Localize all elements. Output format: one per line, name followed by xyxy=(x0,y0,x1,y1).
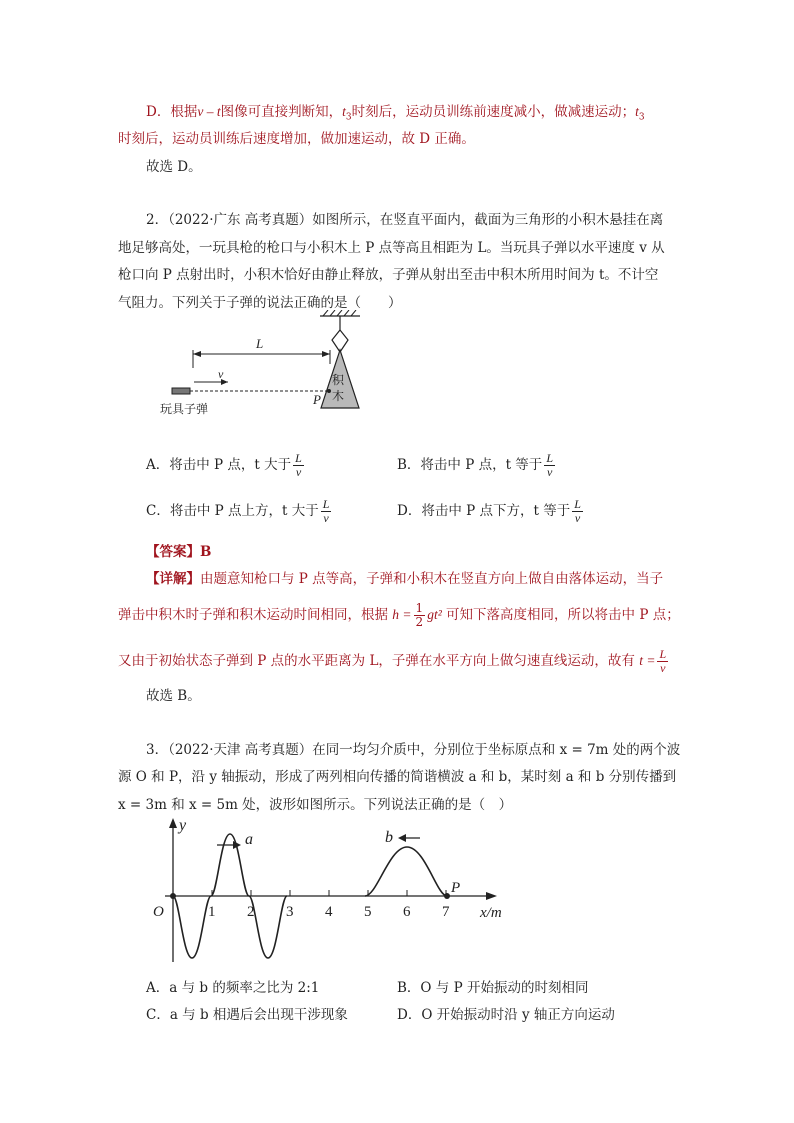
block-label-2: 木 xyxy=(332,389,345,403)
q3-option-b[interactable]: B．O 与 P 开始振动的时刻相同 xyxy=(397,980,589,996)
q2-option-b[interactable] xyxy=(397,452,557,479)
origin-O: O xyxy=(153,904,164,920)
q3-stem-line1: 3．（2022·天津 高考真题）在同一均匀介质中，分别位于坐标原点和 x = 7m 处的两个波 xyxy=(146,742,681,758)
option-text: B．将击中 P 点，t 等于 xyxy=(397,457,543,473)
explanation-text: 可知下落高度相同，所以将击中 P 点； xyxy=(446,607,680,623)
x-tick-label: 6 xyxy=(403,904,411,920)
fraction-L-over-v: $\frac{L}{v}$ xyxy=(659,647,667,675)
q2-figure xyxy=(160,310,380,440)
x-tick-label: 7 xyxy=(442,904,450,920)
fraction-L-over-v: $\frac{L}{v}$ xyxy=(574,497,581,525)
vt-symbol: v – t xyxy=(197,104,221,119)
q3-option-c[interactable]: C．a 与 b 相遇后会出现干涉现象 xyxy=(146,1007,348,1023)
explanation-text: 弹击中积木时子弹和积木运动时间相同，根据 xyxy=(118,607,388,623)
explanation-text: 又由于初始状态子弹到 P 点的水平距离为 L，子弹在水平方向上做匀速直线运动，故有 xyxy=(118,653,635,669)
formula-t: t = xyxy=(639,653,656,668)
q1-text: 图像可直接判断知， xyxy=(220,104,343,120)
q1-choice: 故选 D。 xyxy=(146,159,202,175)
wave-a-label: a xyxy=(245,831,253,848)
q1-text: D．根据 xyxy=(146,104,198,120)
fig-v-label: v xyxy=(218,367,224,381)
wave-b-label: b xyxy=(385,829,393,846)
option-text: D．将击中 P 点下方，t 等于 xyxy=(397,503,571,519)
t3-symbol: t xyxy=(635,104,639,119)
option-text: A．将击中 P 点，t 大于 xyxy=(146,457,292,473)
q3-wave-figure xyxy=(145,812,515,972)
explanation-tag: 【详解】 xyxy=(146,571,200,587)
q2-explanation-line1 xyxy=(146,567,663,587)
q1-explanation-line2: 时刻后，运动员训练后速度增加，做加速运动，故 D 正确。 xyxy=(118,131,475,147)
q2-option-d[interactable] xyxy=(397,498,585,525)
fig-bullet-label: 玩具子弹 xyxy=(160,402,209,416)
q1-text: 时刻后，运动员训练前速度减小，做减速运动； xyxy=(351,104,636,120)
q3-stem-line3: x = 3m 和 x = 5m 处，波形如图所示。下列说法正确的是（ ） xyxy=(118,797,513,813)
block-label-1: 积 xyxy=(332,373,345,387)
t3-subscript: 3 xyxy=(638,112,645,123)
q3-stem-line2: 源 O 和 P，沿 y 轴振动，形成了两列相向传播的简谐横波 a 和 b，某时刻 a 和 b 分别传播到 xyxy=(118,769,677,785)
fig-P-label: P xyxy=(313,392,321,407)
q2-stem-line3: 枪口向 P 点射出时，小积木恰好由静止释放，子弹从射出至击中积木所用时间为 t。不计空 xyxy=(118,267,659,283)
q2-answer: 【答案】B xyxy=(146,544,212,560)
fraction-L-over-v: $\frac{L}{v}$ xyxy=(295,451,302,479)
q1-explanation-line1 xyxy=(146,100,645,123)
x-tick-label: 5 xyxy=(364,904,372,920)
t3-subscript: 3 xyxy=(345,112,352,123)
fig-L-label: L xyxy=(256,336,264,351)
fraction-L-over-v: $\frac{L}{v}$ xyxy=(546,451,553,479)
formula-gt2: gt² xyxy=(427,607,442,622)
q2-stem-line2: 地足够高处，一玩具枪的枪口与小积木上 P 点等高且相距为 L。当玩具子弹以水平速度 v 从 xyxy=(118,240,665,256)
formula-h: h = xyxy=(392,607,412,622)
q3-option-d[interactable]: D．O 开始振动时沿 y 轴正方向运动 xyxy=(397,1007,615,1023)
x-tick-label: 4 xyxy=(325,904,333,920)
fraction-L-over-v: $\frac{L}{v}$ xyxy=(322,497,330,525)
toy-gun-icon xyxy=(172,388,190,394)
q2-stem-line1: 2．（2022·广东 高考真题）如图所示，在竖直平面内，截面为三角形的小积木悬挂在离 xyxy=(146,212,664,228)
q2-option-c[interactable] xyxy=(146,498,333,525)
q2-explanation-line2 xyxy=(118,602,680,629)
x-tick-label: 3 xyxy=(286,904,294,920)
q3-option-a[interactable]: A．a 与 b 的频率之比为 2:1 xyxy=(146,980,320,996)
x-axis-label: x/m xyxy=(480,905,502,921)
wave-b xyxy=(365,847,447,896)
explanation-text: 由题意知枪口与 P 点等高，子弹和小积木在竖直方向上做自由落体运动，当子 xyxy=(200,571,664,587)
option-text: C．将击中 P 点上方，t 大于 xyxy=(146,503,319,519)
t3-symbol: t xyxy=(342,104,346,119)
q2-stem-line4: 气阻力。下列关于子弹的说法正确的是（ ） xyxy=(118,295,402,311)
x-tick-label: 1 xyxy=(208,904,216,920)
fraction-half: $\frac{1}{2}$ xyxy=(415,601,424,629)
source-P-label: P xyxy=(451,880,461,896)
q2-explanation-line3 xyxy=(118,648,670,675)
x-tick-label: 2 xyxy=(247,904,255,920)
q2-option-a[interactable] xyxy=(146,452,306,479)
q2-choice: 故选 B。 xyxy=(146,688,201,704)
y-axis-label: y xyxy=(179,817,187,834)
